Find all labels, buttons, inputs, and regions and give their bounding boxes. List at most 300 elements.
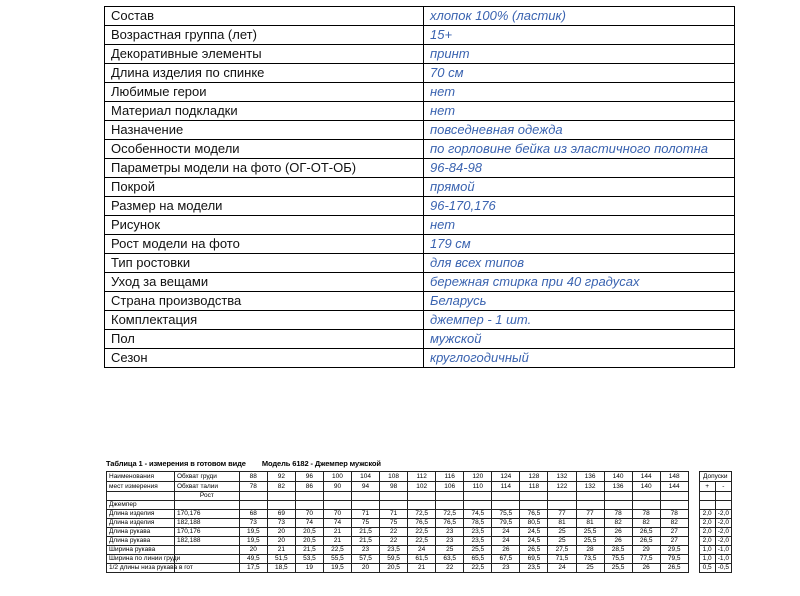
measurement-value: 24 bbox=[408, 546, 436, 555]
measurement-value: 23 bbox=[492, 564, 520, 573]
measurement-table bbox=[106, 471, 732, 573]
attribute-name: Любимые герои bbox=[105, 83, 424, 102]
tolerance-minus-value: -2,0 bbox=[715, 528, 731, 537]
attribute-row bbox=[105, 292, 735, 311]
empty-cell bbox=[239, 501, 267, 510]
measurement-name: Длина рукава bbox=[107, 528, 175, 537]
chest-size: 132 bbox=[548, 472, 576, 482]
empty-cell bbox=[699, 501, 715, 510]
chest-size: 140 bbox=[604, 472, 632, 482]
measurement-value: 77 bbox=[576, 510, 604, 519]
measurement-value: 22 bbox=[380, 528, 408, 537]
empty-cell bbox=[520, 501, 548, 510]
measurement-value: 26 bbox=[632, 564, 660, 573]
measurement-value: 63,5 bbox=[436, 555, 464, 564]
attribute-value: принт bbox=[424, 45, 735, 64]
empty-cell bbox=[632, 492, 660, 501]
measurement-name: Ширина по линии груди bbox=[107, 555, 175, 564]
attribute-value: бережная стирка при 40 градусах bbox=[424, 273, 735, 292]
attribute-value: прямой bbox=[424, 178, 735, 197]
waist-size: 78 bbox=[239, 482, 267, 492]
empty-cell bbox=[660, 492, 688, 501]
height-value: 170,176 bbox=[175, 510, 240, 519]
measurement-value: 78 bbox=[632, 510, 660, 519]
measurement-name: Длина изделия bbox=[107, 510, 175, 519]
empty-cell bbox=[576, 492, 604, 501]
measurement-value: 61,5 bbox=[408, 555, 436, 564]
measurement-value: 23 bbox=[352, 546, 380, 555]
attribute-value: 70 см bbox=[424, 64, 735, 83]
measurement-value: 19,5 bbox=[323, 564, 351, 573]
measurement-value: 27,5 bbox=[548, 546, 576, 555]
attribute-value: хлопок 100% (ластик) bbox=[424, 7, 735, 26]
measurement-value: 20 bbox=[267, 537, 295, 546]
tolerance-plus: + bbox=[699, 482, 715, 492]
spacer-cell bbox=[688, 482, 699, 492]
empty-cell bbox=[604, 501, 632, 510]
waist-size: 98 bbox=[380, 482, 408, 492]
attribute-name: Страна производства bbox=[105, 292, 424, 311]
measurement-value: 72,5 bbox=[436, 510, 464, 519]
empty-cell bbox=[632, 501, 660, 510]
tolerance-plus-value: 2,0 bbox=[699, 528, 715, 537]
empty-cell bbox=[492, 492, 520, 501]
header-row-chest bbox=[107, 472, 732, 482]
waist-size: 114 bbox=[492, 482, 520, 492]
model-name: Модель 6182 - Джемпер мужской bbox=[261, 459, 381, 468]
measurement-value: 19,5 bbox=[239, 537, 267, 546]
measurement-name: 1/2 длины низа рукава в гот bbox=[107, 564, 175, 573]
measurement-value: 77 bbox=[548, 510, 576, 519]
measurement-value: 25 bbox=[576, 564, 604, 573]
empty-cell bbox=[464, 492, 492, 501]
empty-cell bbox=[323, 492, 351, 501]
tolerance-label: Допуски bbox=[699, 472, 731, 482]
measurement-value: 22,5 bbox=[408, 537, 436, 546]
measurement-value: 24,5 bbox=[520, 537, 548, 546]
measurement-value: 26 bbox=[604, 537, 632, 546]
chest-size: 104 bbox=[352, 472, 380, 482]
measurement-value: 21,5 bbox=[352, 528, 380, 537]
attribute-name: Материал подкладки bbox=[105, 102, 424, 121]
measurement-value: 72,5 bbox=[408, 510, 436, 519]
measurement-value: 24 bbox=[492, 528, 520, 537]
empty-cell bbox=[408, 492, 436, 501]
empty-cell bbox=[267, 501, 295, 510]
waist-size: 110 bbox=[464, 482, 492, 492]
measurement-value: 24 bbox=[492, 537, 520, 546]
measurement-value: 74 bbox=[323, 519, 351, 528]
measurement-value: 75,5 bbox=[492, 510, 520, 519]
measurement-value: 76,5 bbox=[520, 510, 548, 519]
tolerance-minus-value: -2,0 bbox=[715, 519, 731, 528]
attribute-value: круглогодичный bbox=[424, 349, 735, 368]
measurement-value: 27 bbox=[660, 537, 688, 546]
attribute-row bbox=[105, 254, 735, 273]
measurement-value: 21 bbox=[323, 528, 351, 537]
measurement-value: 22 bbox=[436, 564, 464, 573]
measurement-value: 26,5 bbox=[660, 564, 688, 573]
product-attributes-table bbox=[104, 6, 735, 368]
measurement-value: 74 bbox=[295, 519, 323, 528]
chest-size: 136 bbox=[576, 472, 604, 482]
measurement-value: 25 bbox=[548, 528, 576, 537]
attribute-name: Декоративные элементы bbox=[105, 45, 424, 64]
empty-cell bbox=[267, 492, 295, 501]
height-value: 182,188 bbox=[175, 537, 240, 546]
measurement-value: 73 bbox=[239, 519, 267, 528]
measurement-value: 51,5 bbox=[267, 555, 295, 564]
chest-size: 96 bbox=[295, 472, 323, 482]
spacer-cell bbox=[688, 510, 699, 519]
measurement-value: 75 bbox=[380, 519, 408, 528]
measurement-value: 20,5 bbox=[295, 528, 323, 537]
measurement-value: 20,5 bbox=[380, 564, 408, 573]
attribute-name: Рост модели на фото bbox=[105, 235, 424, 254]
attribute-row bbox=[105, 121, 735, 140]
height-row bbox=[107, 492, 732, 501]
empty-cell bbox=[295, 501, 323, 510]
empty-cell bbox=[352, 501, 380, 510]
measurement-row bbox=[107, 555, 732, 564]
empty-cell bbox=[436, 501, 464, 510]
measurement-value: 49,5 bbox=[239, 555, 267, 564]
attribute-name: Размер на модели bbox=[105, 197, 424, 216]
measurement-value: 23 bbox=[436, 537, 464, 546]
attribute-row bbox=[105, 64, 735, 83]
height-value bbox=[175, 555, 240, 564]
attribute-name: Пол bbox=[105, 330, 424, 349]
empty-cell bbox=[352, 492, 380, 501]
measurement-value: 78 bbox=[604, 510, 632, 519]
spacer-cell bbox=[688, 501, 699, 510]
measurement-value: 75,5 bbox=[604, 555, 632, 564]
attribute-row bbox=[105, 197, 735, 216]
measurement-value: 55,5 bbox=[323, 555, 351, 564]
measurement-value: 22,5 bbox=[323, 546, 351, 555]
attribute-name: Особенности модели bbox=[105, 140, 424, 159]
measurement-value: 26,5 bbox=[632, 537, 660, 546]
measurement-value: 71,5 bbox=[548, 555, 576, 564]
empty-cell bbox=[436, 492, 464, 501]
empty-cell bbox=[464, 501, 492, 510]
measurement-row bbox=[107, 546, 732, 555]
measurement-value: 75 bbox=[352, 519, 380, 528]
tolerance-minus-value: -1,0 bbox=[715, 546, 731, 555]
height-value: 182,188 bbox=[175, 519, 240, 528]
measurement-value: 17,5 bbox=[239, 564, 267, 573]
measurement-value: 69,5 bbox=[520, 555, 548, 564]
measurement-value: 29,5 bbox=[660, 546, 688, 555]
measurement-value: 23,5 bbox=[520, 564, 548, 573]
chest-size: 88 bbox=[239, 472, 267, 482]
measurement-value: 80,5 bbox=[520, 519, 548, 528]
attribute-value: джемпер - 1 шт. bbox=[424, 311, 735, 330]
attribute-row bbox=[105, 83, 735, 102]
garment-row bbox=[107, 501, 732, 510]
attribute-value: повседневная одежда bbox=[424, 121, 735, 140]
empty-cell bbox=[699, 492, 715, 501]
measurement-value: 74,5 bbox=[464, 510, 492, 519]
height-value bbox=[175, 546, 240, 555]
attribute-row bbox=[105, 349, 735, 368]
empty-cell bbox=[107, 492, 175, 501]
attribute-value: Беларусь bbox=[424, 292, 735, 311]
measurement-value: 20,5 bbox=[295, 537, 323, 546]
measurement-value: 78 bbox=[660, 510, 688, 519]
height-value: 170,176 bbox=[175, 528, 240, 537]
chest-size: 144 bbox=[632, 472, 660, 482]
tolerance-plus-value: 0,5 bbox=[699, 564, 715, 573]
spacer-cell bbox=[688, 546, 699, 555]
waist-size: 82 bbox=[267, 482, 295, 492]
measurement-value: 78,5 bbox=[464, 519, 492, 528]
measurement-value: 23,5 bbox=[464, 528, 492, 537]
measurement-value: 73,5 bbox=[576, 555, 604, 564]
measurement-value: 25,5 bbox=[604, 564, 632, 573]
measurement-value: 69 bbox=[267, 510, 295, 519]
measurement-row bbox=[107, 564, 732, 573]
chest-size: 120 bbox=[464, 472, 492, 482]
measurement-name: Длина рукава bbox=[107, 537, 175, 546]
measurement-value: 71 bbox=[352, 510, 380, 519]
chest-size: 100 bbox=[323, 472, 351, 482]
empty-cell bbox=[548, 501, 576, 510]
chest-size: 112 bbox=[408, 472, 436, 482]
chest-size: 92 bbox=[267, 472, 295, 482]
empty-cell bbox=[576, 501, 604, 510]
chest-size: 124 bbox=[492, 472, 520, 482]
empty-cell bbox=[660, 501, 688, 510]
measurement-value: 82 bbox=[632, 519, 660, 528]
measurement-value: 25,5 bbox=[576, 528, 604, 537]
empty-cell bbox=[380, 492, 408, 501]
tolerance-minus-value: -2,0 bbox=[715, 510, 731, 519]
measurement-value: 67,5 bbox=[492, 555, 520, 564]
measurement-value: 24 bbox=[548, 564, 576, 573]
measurement-name: Длина изделия bbox=[107, 519, 175, 528]
attribute-row bbox=[105, 235, 735, 254]
chest-label: Обхват груди bbox=[175, 472, 240, 482]
spacer-cell bbox=[688, 564, 699, 573]
height-label: Рост bbox=[175, 492, 240, 501]
waist-size: 122 bbox=[548, 482, 576, 492]
measurement-value: 68 bbox=[239, 510, 267, 519]
waist-size: 118 bbox=[520, 482, 548, 492]
measurement-value: 21,5 bbox=[352, 537, 380, 546]
measurement-value: 21 bbox=[408, 564, 436, 573]
measurement-value: 82 bbox=[660, 519, 688, 528]
measurement-name: Ширина рукава bbox=[107, 546, 175, 555]
chest-size: 116 bbox=[436, 472, 464, 482]
attribute-name: Возрастная группа (лет) bbox=[105, 26, 424, 45]
attribute-name: Состав bbox=[105, 7, 424, 26]
empty-cell bbox=[408, 501, 436, 510]
waist-size: 102 bbox=[408, 482, 436, 492]
attribute-row bbox=[105, 216, 735, 235]
attribute-value: мужской bbox=[424, 330, 735, 349]
tolerance-plus-value: 1,0 bbox=[699, 555, 715, 564]
attribute-row bbox=[105, 273, 735, 292]
measurement-value: 27 bbox=[660, 528, 688, 537]
empty-cell bbox=[323, 501, 351, 510]
attribute-row bbox=[105, 102, 735, 121]
empty-cell bbox=[520, 492, 548, 501]
measurement-value: 73 bbox=[267, 519, 295, 528]
measurement-value: 57,5 bbox=[352, 555, 380, 564]
spacer-cell bbox=[688, 528, 699, 537]
attribute-value: для всех типов bbox=[424, 254, 735, 273]
measurement-value: 79,5 bbox=[660, 555, 688, 564]
attribute-name: Комплектация bbox=[105, 311, 424, 330]
spacer-cell bbox=[688, 555, 699, 564]
spacer-cell bbox=[688, 537, 699, 546]
measurement-value: 23 bbox=[436, 528, 464, 537]
header-label: мест измерения bbox=[107, 482, 175, 492]
attribute-name: Тип ростовки bbox=[105, 254, 424, 273]
empty-cell bbox=[492, 501, 520, 510]
attribute-value: нет bbox=[424, 102, 735, 121]
measurement-value: 76,5 bbox=[436, 519, 464, 528]
measurement-value: 22,5 bbox=[464, 564, 492, 573]
empty-cell bbox=[380, 501, 408, 510]
measurement-value: 70 bbox=[323, 510, 351, 519]
waist-size: 90 bbox=[323, 482, 351, 492]
empty-cell bbox=[548, 492, 576, 501]
measurement-value: 28 bbox=[576, 546, 604, 555]
tolerance-plus-value: 1,0 bbox=[699, 546, 715, 555]
measurement-value: 53,5 bbox=[295, 555, 323, 564]
waist-size: 140 bbox=[632, 482, 660, 492]
measurement-value: 23,5 bbox=[380, 546, 408, 555]
empty-cell bbox=[715, 501, 731, 510]
attribute-value: 96-84-98 bbox=[424, 159, 735, 178]
measurement-value: 25,5 bbox=[464, 546, 492, 555]
empty-cell bbox=[295, 492, 323, 501]
measurement-value: 18,5 bbox=[267, 564, 295, 573]
measurement-table-caption: Таблица 1 - измерения в готовом виде bbox=[106, 459, 246, 468]
header-row-waist bbox=[107, 482, 732, 492]
spacer-cell bbox=[688, 472, 699, 482]
measurement-value: 19,5 bbox=[239, 528, 267, 537]
measurement-value: 59,5 bbox=[380, 555, 408, 564]
tolerance-plus-value: 2,0 bbox=[699, 519, 715, 528]
measurement-value: 25,5 bbox=[576, 537, 604, 546]
attribute-value: 15+ bbox=[424, 26, 735, 45]
attribute-row bbox=[105, 311, 735, 330]
waist-size: 86 bbox=[295, 482, 323, 492]
measurement-value: 20 bbox=[352, 564, 380, 573]
attribute-row bbox=[105, 45, 735, 64]
measurement-value: 20 bbox=[267, 528, 295, 537]
measurement-value: 24,5 bbox=[520, 528, 548, 537]
measurement-value: 65,5 bbox=[464, 555, 492, 564]
tolerance-minus-value: -1,0 bbox=[715, 555, 731, 564]
attribute-name: Рисунок bbox=[105, 216, 424, 235]
measurement-value: 28,5 bbox=[604, 546, 632, 555]
attribute-row bbox=[105, 26, 735, 45]
attribute-name: Уход за вещами bbox=[105, 273, 424, 292]
waist-size: 106 bbox=[436, 482, 464, 492]
tolerance-minus-value: -0,5 bbox=[715, 564, 731, 573]
attribute-name: Покрой bbox=[105, 178, 424, 197]
measurement-value: 25 bbox=[548, 537, 576, 546]
measurement-value: 26 bbox=[604, 528, 632, 537]
attribute-value: нет bbox=[424, 216, 735, 235]
measurement-value: 70 bbox=[295, 510, 323, 519]
measurement-row bbox=[107, 519, 732, 528]
tolerance-minus-value: -2,0 bbox=[715, 537, 731, 546]
empty-cell bbox=[604, 492, 632, 501]
attribute-value: 179 см bbox=[424, 235, 735, 254]
measurement-value: 81 bbox=[548, 519, 576, 528]
measurement-value: 25 bbox=[436, 546, 464, 555]
measurement-value: 79,5 bbox=[492, 519, 520, 528]
measurement-value: 71 bbox=[380, 510, 408, 519]
attribute-value: нет bbox=[424, 83, 735, 102]
chest-size: 148 bbox=[660, 472, 688, 482]
measurement-value: 29 bbox=[632, 546, 660, 555]
empty-cell bbox=[239, 492, 267, 501]
measurement-value: 23,5 bbox=[464, 537, 492, 546]
garment-label: Джемпер bbox=[107, 501, 175, 510]
measurement-value: 22 bbox=[380, 537, 408, 546]
header-label: Наименования bbox=[107, 472, 175, 482]
attribute-value: 96-170,176 bbox=[424, 197, 735, 216]
waist-size: 94 bbox=[352, 482, 380, 492]
waist-size: 136 bbox=[604, 482, 632, 492]
measurement-value: 76,5 bbox=[408, 519, 436, 528]
tolerance-plus-value: 2,0 bbox=[699, 510, 715, 519]
measurement-value: 26,5 bbox=[632, 528, 660, 537]
waist-label: Обхват талии bbox=[175, 482, 240, 492]
measurement-value: 81 bbox=[576, 519, 604, 528]
chest-size: 108 bbox=[380, 472, 408, 482]
measurement-value: 77,5 bbox=[632, 555, 660, 564]
attribute-name: Длина изделия по спинке bbox=[105, 64, 424, 83]
measurement-value: 82 bbox=[604, 519, 632, 528]
attribute-name: Параметры модели на фото (ОГ-ОТ-ОБ) bbox=[105, 159, 424, 178]
chest-size: 128 bbox=[520, 472, 548, 482]
measurement-row bbox=[107, 537, 732, 546]
measurement-value: 26,5 bbox=[520, 546, 548, 555]
attribute-row bbox=[105, 159, 735, 178]
attribute-row bbox=[105, 7, 735, 26]
attribute-row bbox=[105, 178, 735, 197]
measurement-value: 21 bbox=[267, 546, 295, 555]
measurement-table-title bbox=[106, 459, 381, 468]
measurement-value: 26 bbox=[492, 546, 520, 555]
measurement-value: 21,5 bbox=[295, 546, 323, 555]
spacer-cell bbox=[688, 519, 699, 528]
measurement-value: 20 bbox=[239, 546, 267, 555]
attribute-name: Сезон bbox=[105, 349, 424, 368]
tolerance-minus: - bbox=[715, 482, 731, 492]
waist-size: 144 bbox=[660, 482, 688, 492]
empty-cell bbox=[175, 501, 240, 510]
measurement-row bbox=[107, 510, 732, 519]
tolerance-plus-value: 2,0 bbox=[699, 537, 715, 546]
spacer-cell bbox=[688, 492, 699, 501]
measurement-value: 22,5 bbox=[408, 528, 436, 537]
attribute-value: по горловине бейка из эластичного полотна bbox=[424, 140, 735, 159]
waist-size: 132 bbox=[576, 482, 604, 492]
attribute-name: Назначение bbox=[105, 121, 424, 140]
measurement-row bbox=[107, 528, 732, 537]
empty-cell bbox=[715, 492, 731, 501]
attribute-row bbox=[105, 330, 735, 349]
measurement-value: 19 bbox=[295, 564, 323, 573]
